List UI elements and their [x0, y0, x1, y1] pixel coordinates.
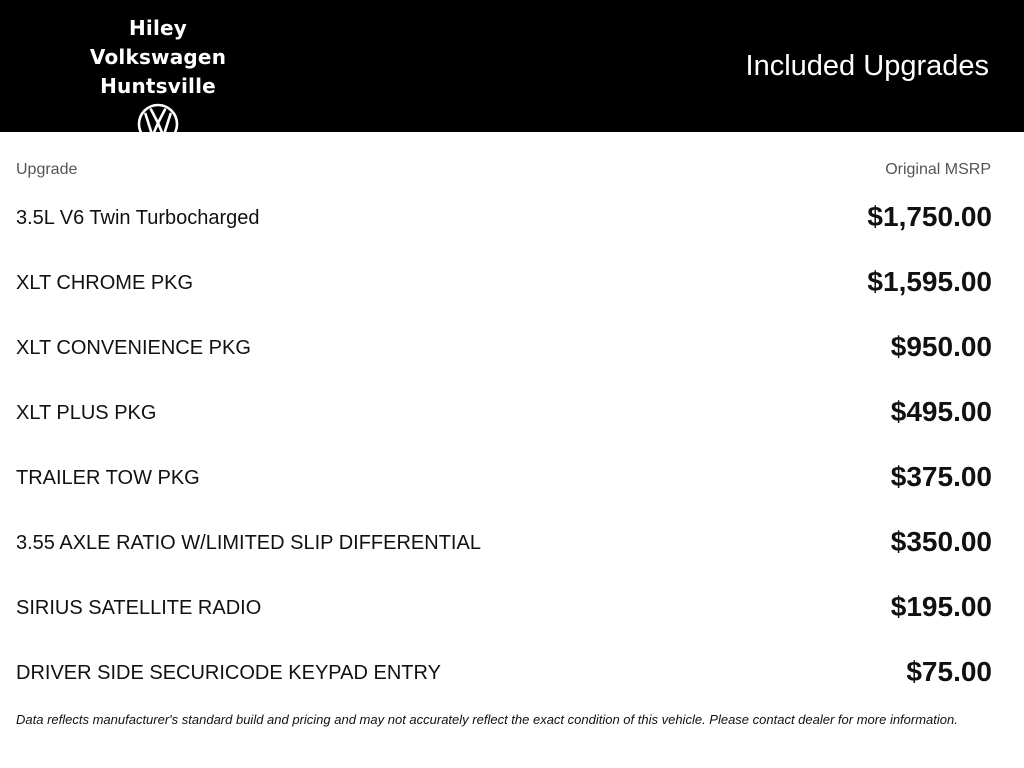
- dealer-name-line2: Huntsville: [100, 74, 216, 98]
- upgrade-price: $950.00: [890, 331, 992, 362]
- upgrade-row: [16, 452, 992, 517]
- upgrade-row: [16, 647, 992, 712]
- upgrade-price: $350.00: [890, 526, 992, 557]
- upgrade-name: DRIVER SIDE SECURICODE KEYPAD ENTRY: [16, 662, 441, 684]
- upgrade-price: $375.00: [890, 461, 992, 492]
- upgrade-name: XLT CHROME PKG: [16, 272, 194, 294]
- upgrade-row: [16, 322, 992, 387]
- upgrade-name: TRAILER TOW PKG: [16, 467, 200, 489]
- upgrade-row: [16, 257, 992, 322]
- upgrade-price: $1,595.00: [867, 266, 992, 297]
- upgrade-row: [16, 387, 992, 452]
- upgrade-name: 3.55 AXLE RATIO W/LIMITED SLIP DIFFERENTIAL: [16, 532, 481, 554]
- upgrade-name: 3.5L V6 Twin Turbocharged: [16, 207, 260, 229]
- upgrade-name: XLT CONVENIENCE PKG: [16, 337, 251, 359]
- dealer-name-line1: Hiley Volkswagen: [89, 16, 227, 69]
- pricing-disclaimer: Data reflects manufacturer's standard build and pricing and may not accurately reflect the exact condition of this vehicle. Please contact dealer for more information.: [16, 712, 958, 727]
- upgrade-price: $495.00: [890, 396, 992, 427]
- upgrade-name: XLT PLUS PKG: [16, 402, 157, 424]
- upgrade-row: [16, 192, 992, 257]
- upgrade-name: SIRIUS SATELLITE RADIO: [16, 597, 262, 619]
- dealer-logo: [60, 14, 256, 145]
- column-header-upgrade: Upgrade: [16, 161, 78, 178]
- page-title: Included Upgrades: [745, 50, 989, 82]
- column-header-msrp: Original MSRP: [885, 161, 991, 178]
- upgrade-row: [16, 582, 992, 647]
- upgrade-row: [16, 517, 992, 582]
- header-bar: [0, 0, 1024, 132]
- upgrade-price: $195.00: [890, 591, 992, 622]
- upgrade-list: [16, 192, 992, 712]
- vw-logo-icon: [137, 103, 179, 145]
- upgrade-price: $1,750.00: [867, 201, 992, 232]
- upgrade-price: $75.00: [906, 656, 992, 687]
